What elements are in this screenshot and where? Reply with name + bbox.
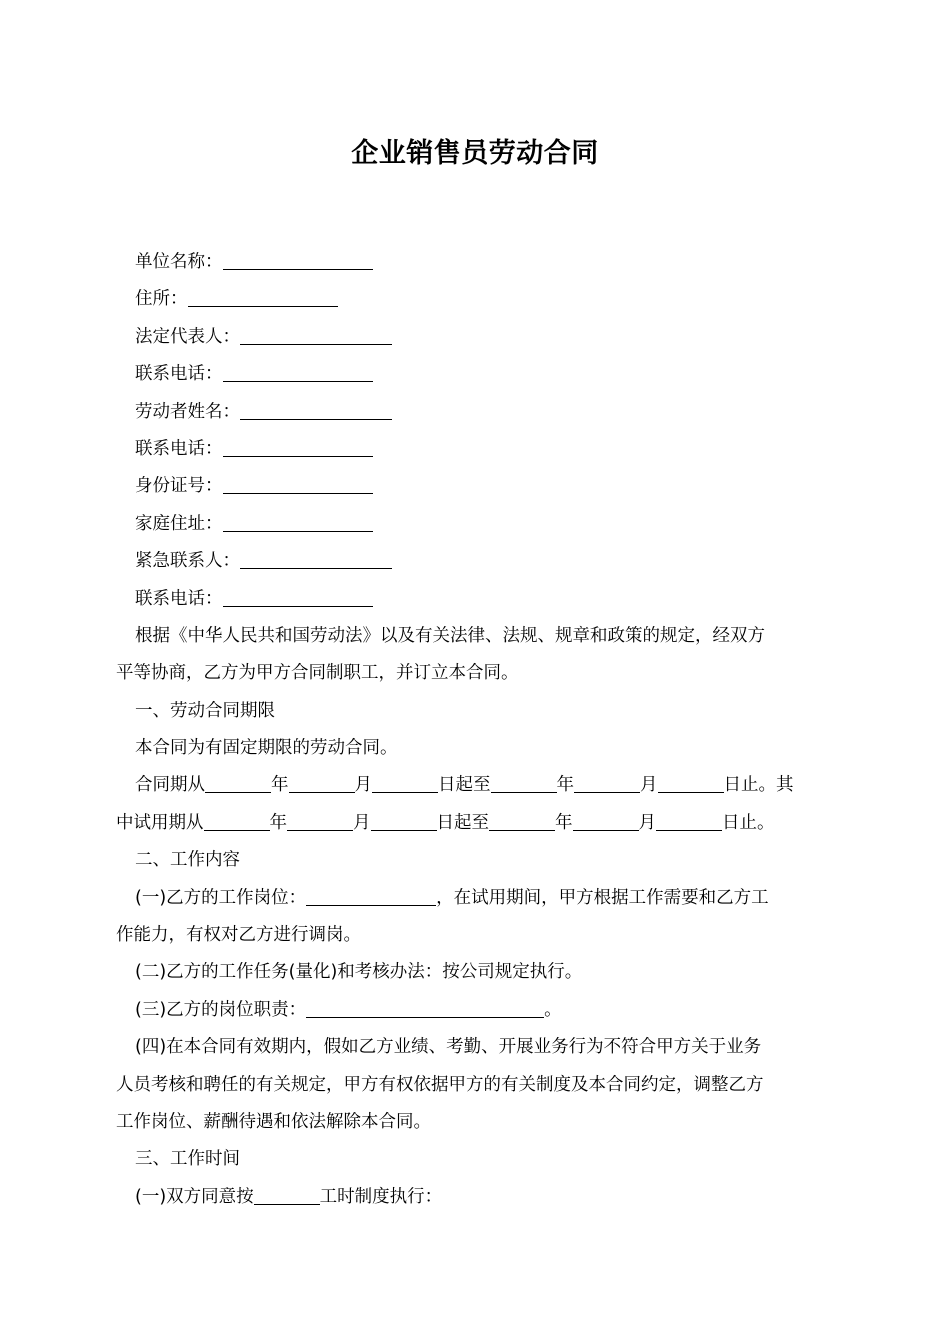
fill-blank [573, 808, 639, 831]
fill-blank [223, 471, 373, 494]
field-label: 劳动者姓名： [135, 401, 240, 422]
fill-blank [372, 770, 438, 793]
section-heading-work-content: 二、工作内容 [135, 850, 240, 871]
text-fragment: 日起至 [436, 812, 489, 833]
fill-blank [223, 359, 373, 382]
section-heading-term: 一、劳动合同期限 [135, 700, 275, 721]
text-fragment: 年 [555, 812, 573, 833]
text-fragment: (三)乙方的岗位职责： [135, 999, 307, 1020]
term-type-text: 本合同为有固定期限的劳动合同。 [135, 738, 398, 759]
job-duties-line [116, 992, 836, 1029]
text-fragment: 日止。其 [723, 775, 794, 796]
fill-blank [223, 434, 373, 457]
fill-blank [240, 322, 392, 345]
field-legal-rep [116, 319, 836, 356]
fill-blank [489, 808, 555, 831]
text-fragment: 月 [353, 812, 371, 833]
fill-blank [205, 770, 271, 793]
work-position-line-2: 作能力，有权对乙方进行调岗。 [116, 925, 361, 946]
fill-blank [306, 883, 436, 906]
text-fragment: 中试用期从 [116, 812, 204, 833]
clause-4-line-3: 工作岗位、薪酬待遇和依法解除本合同。 [116, 1111, 431, 1132]
fill-blank [223, 509, 373, 532]
fill-blank [287, 808, 353, 831]
section-heading-work-time: 三、工作时间 [135, 1149, 240, 1170]
field-home-address [116, 506, 836, 543]
fill-blank [491, 770, 557, 793]
work-position-line [116, 880, 836, 917]
field-label: 紧急联系人： [135, 551, 240, 572]
field-id-number [116, 468, 836, 505]
fill-blank [574, 770, 640, 793]
intro-line-1: 根据《中华人民共和国劳动法》以及有关法律、法规、规章和政策的规定，经双方 [135, 625, 765, 646]
text-fragment: 月 [638, 812, 656, 833]
term-period-line [116, 767, 836, 804]
text-fragment: 合同期从 [135, 775, 205, 796]
text-fragment: (一)双方同意按 [135, 1186, 254, 1207]
text-fragment: 日止。 [722, 812, 775, 833]
text-fragment: 月 [640, 775, 658, 796]
text-fragment: 工时制度执行： [319, 1186, 443, 1207]
text-fragment: 年 [271, 775, 289, 796]
fill-blank [306, 995, 544, 1018]
field-emergency-contact [116, 543, 836, 580]
work-tasks-line: (二)乙方的工作任务(量化)和考核办法：按公司规定执行。 [135, 962, 583, 983]
field-label: 家庭住址： [135, 513, 223, 534]
fill-blank [223, 247, 373, 270]
text-fragment: 年 [556, 775, 574, 796]
clause-4-line-1: (四)在本合同有效期内，假如乙方业绩、考勤、开展业务行为不符合甲方关于业务 [135, 1037, 762, 1058]
fill-blank [223, 584, 373, 607]
text-fragment: ，在试用期间，甲方根据工作需要和乙方工 [436, 887, 769, 908]
field-unit-name [116, 244, 836, 281]
clause-4-line-2: 人员考核和聘任的有关规定，甲方有权依据甲方的有关制度及本合同约定，调整乙方 [116, 1074, 764, 1095]
fill-blank [240, 397, 392, 420]
document-body [116, 244, 836, 1216]
field-phone-1 [116, 356, 836, 393]
fill-blank [254, 1182, 320, 1205]
document-title: 企业销售员劳动合同 [351, 138, 599, 169]
field-label: 联系电话： [135, 588, 223, 609]
text-fragment: 月 [354, 775, 372, 796]
field-label: 联系电话： [135, 438, 223, 459]
text-fragment: 年 [269, 812, 287, 833]
field-phone-3 [116, 581, 836, 618]
text-fragment: (一)乙方的工作岗位： [135, 887, 307, 908]
fill-blank [658, 770, 724, 793]
work-hours-line [116, 1179, 836, 1216]
field-label: 单位名称： [135, 252, 223, 272]
field-phone-2 [116, 431, 836, 468]
field-address [116, 281, 836, 318]
fill-blank [656, 808, 722, 831]
probation-period-line [116, 805, 836, 842]
field-label: 联系电话： [135, 364, 223, 385]
fill-blank [188, 284, 338, 307]
field-label: 身份证号： [135, 476, 223, 497]
fill-blank [371, 808, 437, 831]
field-label: 住所： [135, 289, 188, 310]
fill-blank [289, 770, 355, 793]
field-worker-name [116, 394, 836, 431]
field-label: 法定代表人： [135, 326, 240, 347]
fill-blank [240, 546, 392, 569]
intro-line-2: 平等协商，乙方为甲方合同制职工，并订立本合同。 [116, 663, 519, 684]
fill-blank [204, 808, 270, 831]
text-fragment: 日起至 [438, 775, 491, 796]
text-fragment: 。 [544, 999, 562, 1020]
